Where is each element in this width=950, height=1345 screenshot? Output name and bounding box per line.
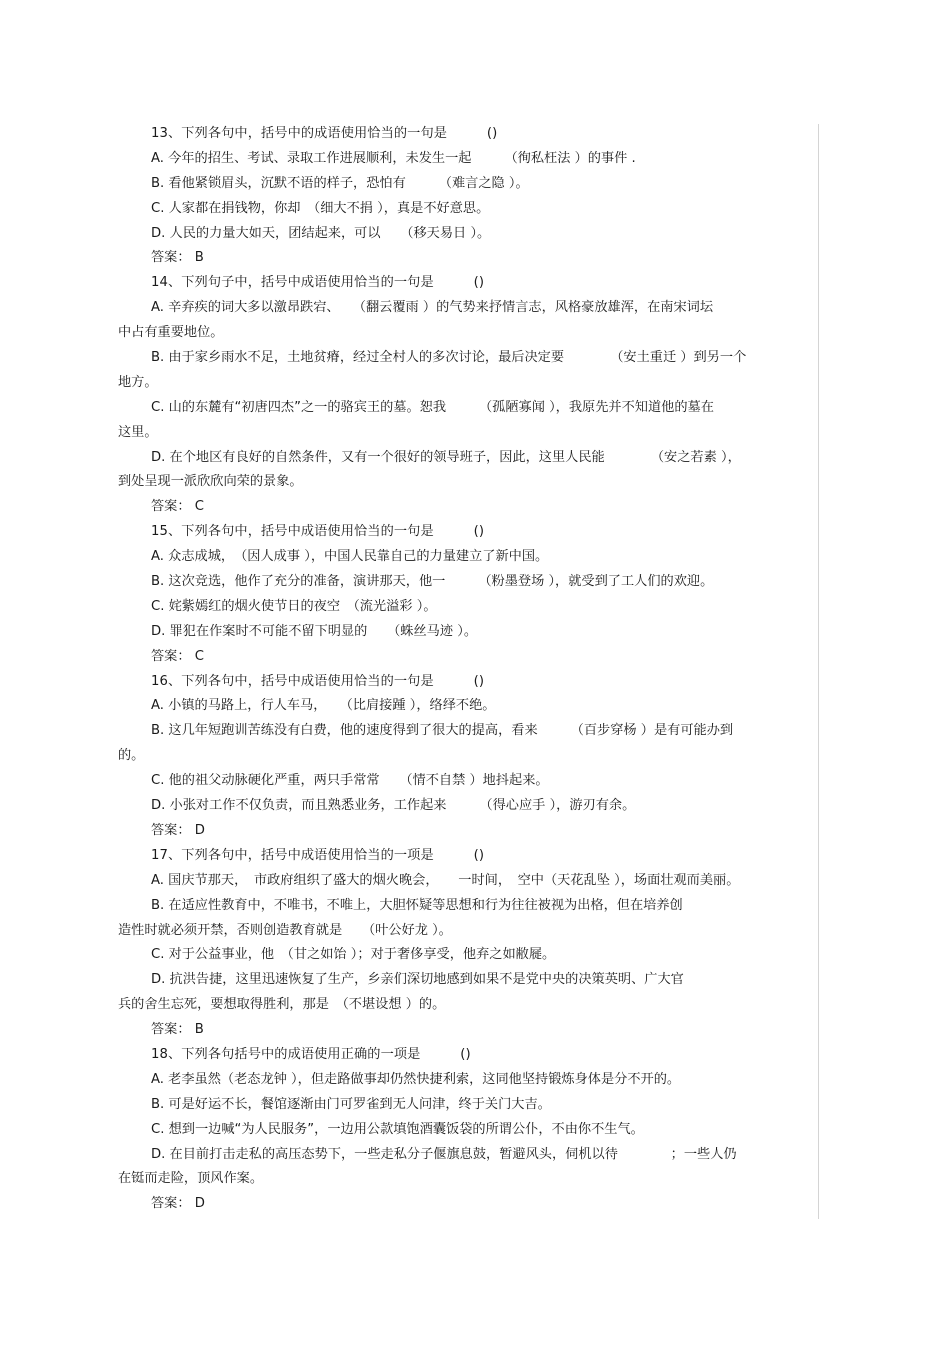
question-16-stem: 16、下列各句中，括号中成语使用恰当的一句是 () <box>151 673 485 689</box>
question-18-option-b: B. 可是好运不长，餐馆逐渐由门可罗雀到无人问津，终于关门大吉。 <box>151 1096 551 1112</box>
question-17-answer: 答案： B <box>151 1022 204 1038</box>
question-14-option-d-continued: 到处呈现一派欣欣向荣的景象。 <box>118 474 303 490</box>
question-13-stem: 13、下列各句中，括号中的成语使用恰当的一句是 () <box>151 126 498 141</box>
question-18-answer: 答案： D <box>151 1196 205 1212</box>
question-18-option-d: D. 在目前打击走私的高压态势下，一些走私分子偃旗息鼓，暂避风头，伺机以待 ；一些人仍 <box>151 1146 737 1162</box>
question-17-option-c: C. 对于公益事业，他 （甘之如饴 ）；对于奢侈享受，他弃之如敝屣。 <box>151 947 556 963</box>
question-16-option-b: B. 这几年短跑训苦练没有白费，他的速度得到了很大的提高，看来 （百步穿杨 ）是有可能办到 <box>151 723 734 739</box>
question-16-option-b-continued: 的。 <box>118 748 145 764</box>
question-18-option-c: C. 想到一边喊“为人民服务”，一边用公款填饱酒囊饭袋的所谓公仆，不由你不生气。 <box>151 1121 644 1137</box>
question-13-option-b: B. 看他紧锁眉头，沉默不语的样子，恐怕有 （难言之隐 ）。 <box>151 175 529 191</box>
question-16-option-a: A. 小镇的马路上，行人车马， （比肩接踵 ），络绎不绝。 <box>151 698 496 714</box>
question-17-option-a: A. 国庆节那天， 市政府组织了盛大的烟火晚会， 一时间， 空中（天花乱坠 ），场面壮观而美丽。 <box>151 872 740 888</box>
question-15-option-d: D. 罪犯在作案时不可能不留下明显的 （蛛丝马迹 ）。 <box>151 623 478 639</box>
question-13-option-d: D. 人民的力量大如天，团结起来，可以 （移天易日 ）。 <box>151 225 491 241</box>
question-15-option-b: B. 这次竞选，他作了充分的准备，演讲那天，他一 （粉墨登场 ），就受到了工人们的欢迎。 <box>151 574 714 590</box>
question-list <box>118 122 814 1217</box>
question-13-option-c: C. 人家都在捐钱物，你却 （细大不捐 ），真是不好意思。 <box>151 200 490 216</box>
question-13-option-a: A. 今年的招生、考试、录取工作进展顺利，未发生一起 （徇私枉法 ）的事件 . <box>151 150 636 166</box>
question-14-option-c-continued: 这里。 <box>118 424 158 440</box>
question-14-option-a: A. 辛弃疾的词大多以激昂跌宕、 （翻云覆雨 ）的气势来抒情言志，风格豪放雄浑，在南宋词坛 <box>151 300 714 316</box>
question-14-answer: 答案： C <box>151 499 204 515</box>
page-margin-rule <box>818 124 819 1219</box>
question-14-stem: 14、下列句子中，括号中成语使用恰当的一句是 () <box>151 275 485 291</box>
question-15-option-a: A. 众志成城， （因人成事 ），中国人民靠自己的力量建立了新中国。 <box>151 549 549 565</box>
question-17-stem: 17、下列各句中，括号中成语使用恰当的一项是 () <box>151 847 485 863</box>
question-14-option-b-continued: 地方。 <box>118 374 158 390</box>
question-18-option-d-continued: 在铤而走险，顶风作案。 <box>118 1171 264 1187</box>
question-15-stem: 15、下列各句中，括号中成语使用恰当的一句是 () <box>151 524 485 540</box>
question-18-stem: 18、下列各句括号中的成语使用正确的一项是 () <box>151 1046 471 1062</box>
question-17-option-b: B. 在适应性教育中，不唯书，不唯上，大胆怀疑等思想和行为往往被视为出格，但在培养创 <box>151 897 683 913</box>
question-18-option-a: A. 老李虽然（老态龙钟 ），但走路做事却仍然快捷利索，这同他坚持锻炼身体是分不开的。 <box>151 1071 681 1087</box>
question-13-answer: 答案： B <box>151 250 204 266</box>
question-15-answer: 答案： C <box>151 648 204 664</box>
question-17-option-d: D. 抗洪告捷，这里迅速恢复了生产，乡亲们深切地感到如果不是党中央的决策英明、广大官 <box>151 972 684 988</box>
question-14-option-a-continued: 中占有重要地位。 <box>118 325 224 341</box>
question-14-option-d: D. 在个地区有良好的自然条件，又有一个很好的领导班子，因此，这里人民能 （安之若素 ）， <box>151 449 741 465</box>
question-14-option-b: B. 由于家乡雨水不足，土地贫瘠，经过全村人的多次讨论，最后决定要 （安土重迁 ）到另一个 <box>151 350 747 366</box>
question-17-option-d-continued: 兵的舍生忘死，要想取得胜利，那是 （不堪设想 ）的。 <box>118 997 446 1013</box>
question-15-option-c: C. 姹紫嫣红的烟火使节日的夜空 （流光溢彩 ）。 <box>151 598 437 614</box>
question-16-option-d: D. 小张对工作不仅负责，而且熟悉业务，工作起来 （得心应手 ），游刃有余。 <box>151 798 636 814</box>
question-14-option-c: C. 山的东麓有“初唐四杰”之一的骆宾王的墓。恕我 （孤陋寡闻 ），我原先并不知道他的墓在 <box>151 399 714 415</box>
question-16-option-c: C. 他的祖父动脉硬化严重，两只手常常 （情不自禁 ）地抖起来。 <box>151 773 549 789</box>
question-16-answer: 答案： D <box>151 822 205 838</box>
question-17-option-b-continued: 造性时就必须开禁，否则创造教育就是 （叶公好龙 ）。 <box>118 922 452 938</box>
